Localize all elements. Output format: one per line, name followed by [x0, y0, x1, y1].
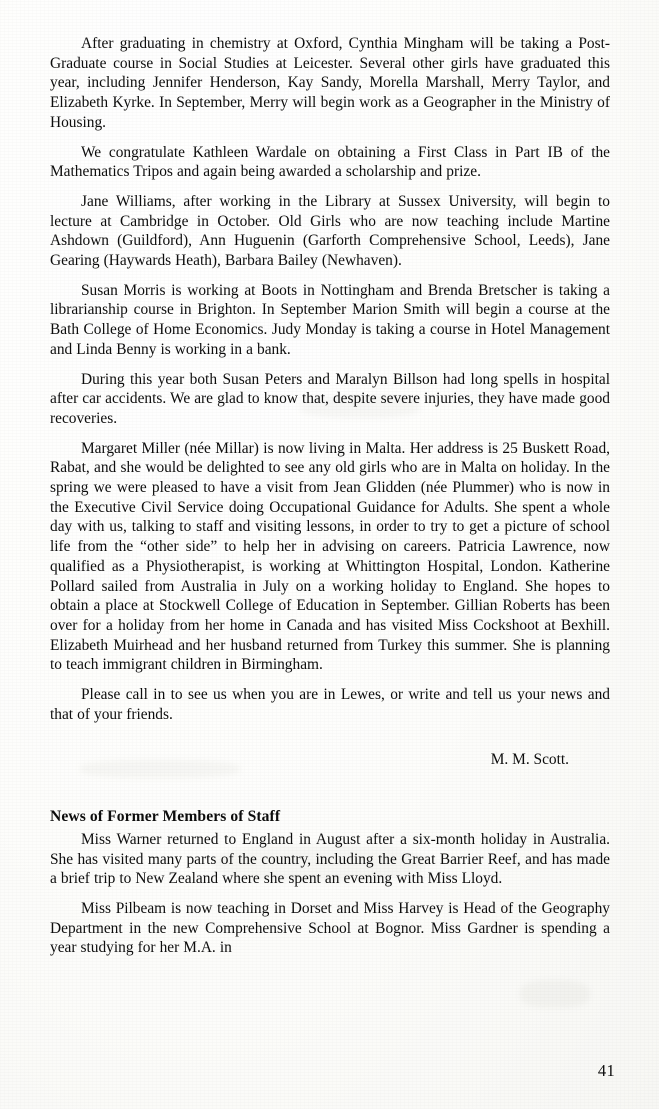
- paragraph-miss-warner: Miss Warner returned to England in August after a six-month holiday in Australia. She has visited many parts of the country, including the Great Barrier Reef, and has made a brief trip to New Zealand where she spent an evening with Miss Lloyd.: [50, 830, 610, 888]
- section-heading-news-of-former-members-of-staff: News of Former Members of Staff: [50, 808, 281, 826]
- scan-artifact: [520, 980, 590, 1008]
- paragraph-jane-williams: Jane Williams, after working in the Library at Sussex University, will begin to lecture at Cambridge in October. Old Girls who are now teaching include Martine Ashdown (Guildford), Ann Huguenin (Garforth Comprehensive School, Leeds), Jane Gearing (Haywards Heath), Barbara Bailey (Newhaven).: [50, 192, 610, 270]
- paragraph-hospital-recoveries: During this year both Susan Peters and Maralyn Billson had long spells in hospital after car accidents. We are glad to know that, despite severe injuries, they have made good recoveries.: [50, 370, 610, 427]
- article-signature: M. M. Scott.: [490, 750, 569, 768]
- paragraph-graduates: After graduating in chemistry at Oxford, Cynthia Mingham will be taking a Post-Graduate course in Social Studies at Leicester. Several other girls have graduated this year, including Jennifer Henderson, Kay Sandy, Morella Marshall, Merry Taylor, and Elizabeth Kyrke. In September, Merry will begin work as a Geographer in the Ministry of Housing.: [50, 35, 610, 131]
- paragraph-miss-pilbeam: Miss Pilbeam is now teaching in Dorset and Miss Harvey is Head of the Geography Department in the new Comprehensive School at Bognor. Miss Gardner is spending a year studying for her M.A. in: [50, 900, 610, 957]
- page-text-column: [50, 34, 610, 958]
- paragraph-susan-morris: Susan Morris is working at Boots in Nottingham and Brenda Bretscher is taking a librarianship course in Brighton. In September Marion Smith will begin a course at the Bath College of Home Economics. Judy Monday is taking a course in Hotel Management and Linda Benny is working in a bank.: [50, 281, 610, 358]
- page-number: 41: [597, 1060, 615, 1080]
- paragraph-please-call-in: Please call in to see us when you are in Lewes, or write and tell us your news and that of your friends.: [50, 686, 610, 723]
- paragraph-kathleen-wardale: We congratulate Kathleen Wardale on obtaining a First Class in Part IB of the Mathematics Tripos and again being awarded a scholarship and prize.: [50, 143, 610, 181]
- paragraph-margaret-miller: Margaret Miller (née Millar) is now living in Malta. Her address is 25 Buskett Road, Rabat, and she would be delighted to see any old girls who are in Malta on holiday. In the spring we were pleased to have a visit from Jean Glidden (née Plummer) who is now in the Executive Civil Service doing Occupational Guidance for Adults. She spent a whole day with us, talking to staff and visiting lessons, in order to try to get a picture of school life from the “other side” to help her in advising on careers. Patricia Lawrence, now qualified as a Physiotherapist, is working at Whittington Hospital, London. Katherine Pollard sailed from Australia in July on a working holiday to England. She hopes to obtain a place at Stockwell College of Education in September. Gillian Roberts has been over for a holiday from her home in Canada and has visited Miss Cockshoot at Bexhill. Elizabeth Muirhead and her husband returned from Turkey this summer. She is planning to teach immigrant children in Birmingham.: [50, 439, 610, 674]
